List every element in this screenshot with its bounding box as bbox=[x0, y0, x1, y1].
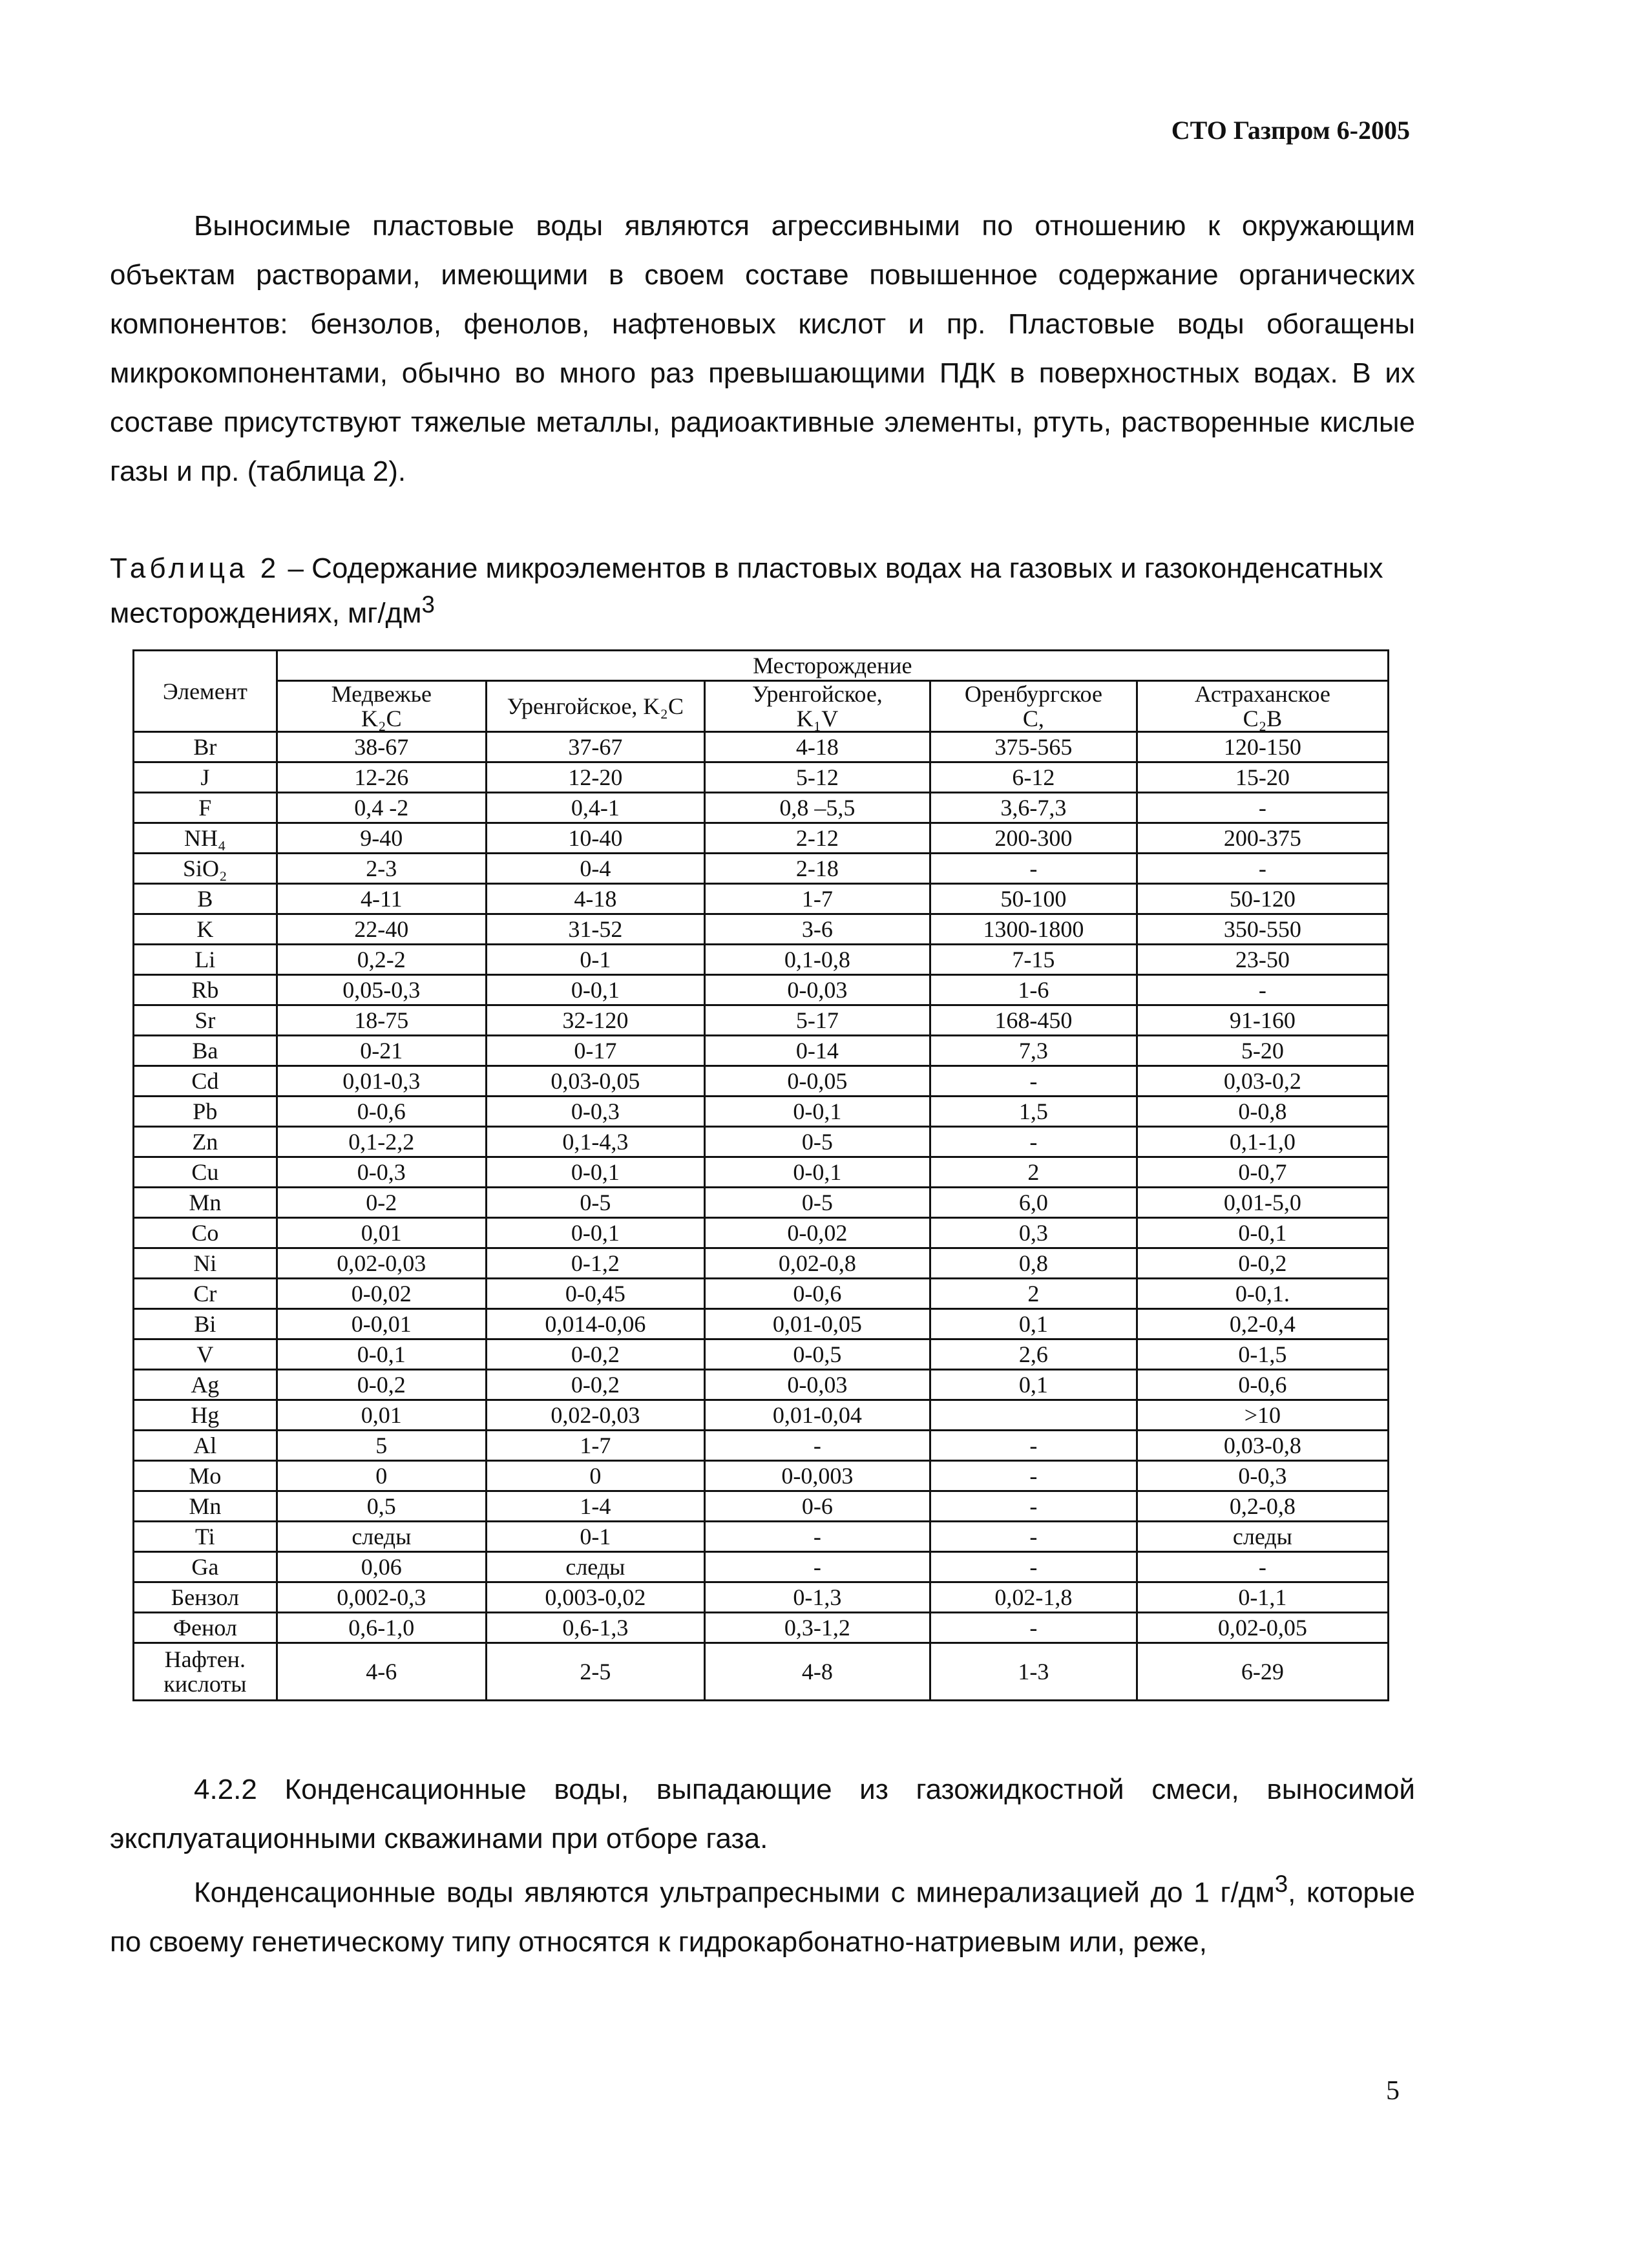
table-row bbox=[134, 1097, 1389, 1127]
value-cell: - bbox=[930, 1066, 1137, 1097]
table-row bbox=[134, 1218, 1389, 1248]
table-row bbox=[134, 1188, 1389, 1218]
table-row bbox=[134, 884, 1389, 914]
value-cell: 0 bbox=[277, 1461, 486, 1491]
value-cell: 0-0,1 bbox=[486, 1157, 704, 1188]
value-cell: 0,1-2,2 bbox=[277, 1127, 486, 1157]
element-cell: Фенол bbox=[134, 1613, 277, 1643]
value-cell: 4-8 bbox=[704, 1643, 930, 1701]
value-cell: 0,02-0,05 bbox=[1137, 1613, 1388, 1643]
value-cell: 0,6-1,0 bbox=[277, 1613, 486, 1643]
value-cell: 4-11 bbox=[277, 884, 486, 914]
value-cell: 0,3 bbox=[930, 1218, 1137, 1248]
value-cell: 350-550 bbox=[1137, 914, 1388, 945]
value-cell: 0,1-4,3 bbox=[486, 1127, 704, 1157]
value-cell: 0,02-0,8 bbox=[704, 1248, 930, 1279]
value-cell: 0,03-0,8 bbox=[1137, 1431, 1388, 1461]
value-cell: 38-67 bbox=[277, 732, 486, 762]
table-row bbox=[134, 732, 1389, 762]
value-cell: 0-0,3 bbox=[1137, 1461, 1388, 1491]
table-row bbox=[134, 1522, 1389, 1552]
value-cell: 0-0,02 bbox=[277, 1279, 486, 1309]
paragraph-condensation-waters bbox=[110, 1765, 1415, 1864]
value-cell: 0-0,01 bbox=[277, 1309, 486, 1339]
value-cell: 200-375 bbox=[1137, 823, 1388, 854]
element-column-header: Элемент bbox=[134, 651, 277, 732]
element-cell: Ba bbox=[134, 1036, 277, 1066]
value-cell: 91-160 bbox=[1137, 1005, 1388, 1036]
paragraph-2-text: 4.2.2 Конденсационные воды, выпадающие из газожидкостной смеси, выносимой эксплуатационными скважинами при отборе газа. bbox=[110, 1774, 1415, 1854]
value-cell: 7-15 bbox=[930, 945, 1137, 975]
value-cell bbox=[930, 1400, 1137, 1431]
value-cell: 4-18 bbox=[704, 732, 930, 762]
value-cell: - bbox=[930, 1522, 1137, 1552]
value-cell: 120-150 bbox=[1137, 732, 1388, 762]
value-cell: 5 bbox=[277, 1431, 486, 1461]
table-row bbox=[134, 1643, 1389, 1701]
value-cell: 0,01-0,3 bbox=[277, 1066, 486, 1097]
value-cell: 1-3 bbox=[930, 1643, 1137, 1701]
table-row bbox=[134, 793, 1389, 823]
table-caption-label: Таблица 2 bbox=[110, 552, 280, 584]
value-cell: 0-0,1. bbox=[1137, 1279, 1388, 1309]
element-cell: Sr bbox=[134, 1005, 277, 1036]
page-number: 5 bbox=[1386, 2076, 1400, 2106]
value-cell: 0,2-2 bbox=[277, 945, 486, 975]
value-cell: 22-40 bbox=[277, 914, 486, 945]
value-cell: 0-14 bbox=[704, 1036, 930, 1066]
element-cell: Hg bbox=[134, 1400, 277, 1431]
table-row bbox=[134, 823, 1389, 854]
value-cell: 18-75 bbox=[277, 1005, 486, 1036]
table-row bbox=[134, 762, 1389, 793]
value-cell: 2-5 bbox=[486, 1643, 704, 1701]
table-row bbox=[134, 1036, 1389, 1066]
table-row bbox=[134, 1431, 1389, 1461]
element-cell: Br bbox=[134, 732, 277, 762]
table-row bbox=[134, 1582, 1389, 1613]
deposit-column-header-line1: Оренбургское bbox=[964, 681, 1102, 707]
value-cell: 0,06 bbox=[277, 1552, 486, 1582]
value-cell: 0-0,6 bbox=[704, 1279, 930, 1309]
element-cell: NH₄ bbox=[134, 823, 277, 854]
value-cell: 0,1 bbox=[930, 1370, 1137, 1400]
value-cell: 0-0,1 bbox=[486, 1218, 704, 1248]
value-cell: следы bbox=[277, 1522, 486, 1552]
table-caption-text: – Содержание микроэлементов в пластовых водах на газовых и газоконденсатных месторождениях, мг/дм bbox=[110, 552, 1383, 629]
value-cell: 0,01 bbox=[277, 1400, 486, 1431]
table-row bbox=[134, 1279, 1389, 1309]
value-cell: - bbox=[1137, 1552, 1388, 1582]
deposit-column-header bbox=[930, 681, 1137, 732]
value-cell: - bbox=[930, 1613, 1137, 1643]
value-cell: 0-0,02 bbox=[704, 1218, 930, 1248]
value-cell: 32-120 bbox=[486, 1005, 704, 1036]
value-cell: 0-6 bbox=[704, 1491, 930, 1522]
value-cell: 0,03-0,2 bbox=[1137, 1066, 1388, 1097]
paragraph-condensation-mineralization bbox=[110, 1860, 1415, 1967]
value-cell: 15-20 bbox=[1137, 762, 1388, 793]
value-cell: 0-21 bbox=[277, 1036, 486, 1066]
paragraph-1-text: Выносимые пластовые воды являются агрессивными по отношению к окружающим объектам растворами, имеющими в своем составе повышенное содержание органических компонентов: бензолов, фенолов, нафтеновых кислот и пр. Пластовые воды обогащены микрокомпонентами, обычно во много раз превышающими ПДК в поверхностных водах. В их составе присутствуют тяжелые металлы, радиоактивные элементы, ртуть, растворенные кислые газы и пр. (таблица 2). bbox=[110, 210, 1415, 487]
element-cell: Zn bbox=[134, 1127, 277, 1157]
value-cell: 0-0,2 bbox=[486, 1339, 704, 1370]
value-cell: 0-5 bbox=[704, 1188, 930, 1218]
element-cell: Cd bbox=[134, 1066, 277, 1097]
value-cell: 6-29 bbox=[1137, 1643, 1388, 1701]
value-cell: 7,3 bbox=[930, 1036, 1137, 1066]
value-cell: 0,002-0,3 bbox=[277, 1582, 486, 1613]
value-cell: 0-5 bbox=[486, 1188, 704, 1218]
element-cell: Co bbox=[134, 1218, 277, 1248]
deposit-column-header-line2: K₂C bbox=[361, 706, 402, 731]
value-cell: - bbox=[1137, 854, 1388, 884]
value-cell: 0-0,1 bbox=[704, 1097, 930, 1127]
value-cell: - bbox=[930, 1491, 1137, 1522]
value-cell: 0-1 bbox=[486, 945, 704, 975]
element-cell: Cr bbox=[134, 1279, 277, 1309]
deposit-column-header-line1: Астраханское bbox=[1194, 681, 1330, 707]
deposit-column-header bbox=[1137, 681, 1388, 732]
value-cell: 4-18 bbox=[486, 884, 704, 914]
value-cell: 0-0,05 bbox=[704, 1066, 930, 1097]
value-cell: 0-0,1 bbox=[1137, 1218, 1388, 1248]
element-cell: Ag bbox=[134, 1370, 277, 1400]
value-cell: 0-5 bbox=[704, 1127, 930, 1157]
value-cell: 0,03-0,05 bbox=[486, 1066, 704, 1097]
value-cell: 0,02-0,03 bbox=[277, 1248, 486, 1279]
value-cell: 5-20 bbox=[1137, 1036, 1388, 1066]
value-cell: 0-0,2 bbox=[277, 1370, 486, 1400]
value-cell: 0,01-0,05 bbox=[704, 1309, 930, 1339]
value-cell: - bbox=[704, 1431, 930, 1461]
value-cell: 3,6-7,3 bbox=[930, 793, 1137, 823]
table-row bbox=[134, 1613, 1389, 1643]
element-cell: Бензол bbox=[134, 1582, 277, 1613]
value-cell: 0,8 bbox=[930, 1248, 1137, 1279]
element-cell: Ga bbox=[134, 1552, 277, 1582]
value-cell: 0,01 bbox=[277, 1218, 486, 1248]
value-cell: 1-4 bbox=[486, 1491, 704, 1522]
element-cell: Нафтен. кислоты bbox=[134, 1643, 277, 1701]
value-cell: 0-0,03 bbox=[704, 1370, 930, 1400]
value-cell: 0-0,1 bbox=[277, 1339, 486, 1370]
value-cell: 5-12 bbox=[704, 762, 930, 793]
value-cell: - bbox=[704, 1522, 930, 1552]
element-cell: Mn bbox=[134, 1188, 277, 1218]
value-cell: 0-2 bbox=[277, 1188, 486, 1218]
element-cell: Al bbox=[134, 1431, 277, 1461]
table-row bbox=[134, 1157, 1389, 1188]
value-cell: 9-40 bbox=[277, 823, 486, 854]
element-cell: Ti bbox=[134, 1522, 277, 1552]
value-cell: 0,014-0,06 bbox=[486, 1309, 704, 1339]
value-cell: 0-1,5 bbox=[1137, 1339, 1388, 1370]
value-cell: 50-120 bbox=[1137, 884, 1388, 914]
value-cell: 0-0,3 bbox=[486, 1097, 704, 1127]
deposit-group-header: Месторождение bbox=[277, 651, 1388, 681]
value-cell: 0-0,003 bbox=[704, 1461, 930, 1491]
value-cell: 200-300 bbox=[930, 823, 1137, 854]
microelements-table bbox=[132, 649, 1389, 1701]
table-row bbox=[134, 975, 1389, 1005]
table-row bbox=[134, 1248, 1389, 1279]
value-cell: 0-1,1 bbox=[1137, 1582, 1388, 1613]
element-cell: Cu bbox=[134, 1157, 277, 1188]
value-cell: 0,2-0,4 bbox=[1137, 1309, 1388, 1339]
value-cell: 0,4 -2 bbox=[277, 793, 486, 823]
value-cell: 0-0,1 bbox=[704, 1157, 930, 1188]
value-cell: 1,5 bbox=[930, 1097, 1137, 1127]
value-cell: 23-50 bbox=[1137, 945, 1388, 975]
value-cell: 2-3 bbox=[277, 854, 486, 884]
element-cell: B bbox=[134, 884, 277, 914]
value-cell: 0,1-0,8 bbox=[704, 945, 930, 975]
element-cell: Bi bbox=[134, 1309, 277, 1339]
value-cell: 0,02-1,8 bbox=[930, 1582, 1137, 1613]
table-caption bbox=[110, 551, 1428, 632]
value-cell: 5-17 bbox=[704, 1005, 930, 1036]
value-cell: 2 bbox=[930, 1157, 1137, 1188]
value-cell: 31-52 bbox=[486, 914, 704, 945]
element-cell: F bbox=[134, 793, 277, 823]
value-cell: 4-6 bbox=[277, 1643, 486, 1701]
table-row bbox=[134, 914, 1389, 945]
value-cell: 2,6 bbox=[930, 1339, 1137, 1370]
value-cell: 0,8 –5,5 bbox=[704, 793, 930, 823]
deposit-column-header-line2: K₁V bbox=[796, 706, 839, 731]
value-cell: 0,05-0,3 bbox=[277, 975, 486, 1005]
table-row bbox=[134, 1339, 1389, 1370]
table-row bbox=[134, 945, 1389, 975]
element-cell: Pb bbox=[134, 1097, 277, 1127]
value-cell: 2-18 bbox=[704, 854, 930, 884]
deposit-column-header bbox=[704, 681, 930, 732]
value-cell: 0,02-0,03 bbox=[486, 1400, 704, 1431]
element-cell: K bbox=[134, 914, 277, 945]
value-cell: 0,01-5,0 bbox=[1137, 1188, 1388, 1218]
table-row bbox=[134, 1127, 1389, 1157]
deposit-column-header bbox=[486, 681, 704, 732]
value-cell: 6,0 bbox=[930, 1188, 1137, 1218]
value-cell: 0-1,3 bbox=[704, 1582, 930, 1613]
value-cell: - bbox=[930, 1552, 1137, 1582]
table-row bbox=[134, 1491, 1389, 1522]
table-row bbox=[134, 1370, 1389, 1400]
element-cell: Mn bbox=[134, 1491, 277, 1522]
value-cell: 0-0,3 bbox=[277, 1157, 486, 1188]
table-row bbox=[134, 1066, 1389, 1097]
value-cell: 0,5 bbox=[277, 1491, 486, 1522]
value-cell: 0-0,6 bbox=[277, 1097, 486, 1127]
paragraph-3-sup: 3 bbox=[1274, 1871, 1288, 1897]
value-cell: 0-4 bbox=[486, 854, 704, 884]
paragraph-3-text-a: Конденсационные воды являются ультрапресными с минерализацией до 1 г/дм bbox=[194, 1876, 1275, 1909]
value-cell: 0-1 bbox=[486, 1522, 704, 1552]
element-cell: Mo bbox=[134, 1461, 277, 1491]
value-cell: 0-0,7 bbox=[1137, 1157, 1388, 1188]
value-cell: 375-565 bbox=[930, 732, 1137, 762]
document-header: СТО Газпром 6-2005 bbox=[1171, 116, 1410, 145]
value-cell: 0 bbox=[486, 1461, 704, 1491]
value-cell: >10 bbox=[1137, 1400, 1388, 1431]
table-row bbox=[134, 854, 1389, 884]
value-cell: 0-0,8 bbox=[1137, 1097, 1388, 1127]
value-cell: 1-7 bbox=[486, 1431, 704, 1461]
value-cell: - bbox=[704, 1552, 930, 1582]
value-cell: 0,6-1,3 bbox=[486, 1613, 704, 1643]
value-cell: 168-450 bbox=[930, 1005, 1137, 1036]
element-cell: J bbox=[134, 762, 277, 793]
value-cell: 10-40 bbox=[486, 823, 704, 854]
paragraph-formation-waters bbox=[110, 202, 1415, 496]
table-row bbox=[134, 1552, 1389, 1582]
value-cell: 12-26 bbox=[277, 762, 486, 793]
value-cell: 0,01-0,04 bbox=[704, 1400, 930, 1431]
value-cell: 1-6 bbox=[930, 975, 1137, 1005]
value-cell: - bbox=[930, 1127, 1137, 1157]
deposit-column-header-line1: Уренгойское, K₂C bbox=[507, 693, 684, 719]
value-cell: 3-6 bbox=[704, 914, 930, 945]
element-cell: Rb bbox=[134, 975, 277, 1005]
element-cell: Li bbox=[134, 945, 277, 975]
element-cell: V bbox=[134, 1339, 277, 1370]
value-cell: 0-1,2 bbox=[486, 1248, 704, 1279]
value-cell: 0-0,1 bbox=[486, 975, 704, 1005]
table-caption-sup: 3 bbox=[421, 591, 435, 618]
value-cell: 0,1-1,0 bbox=[1137, 1127, 1388, 1157]
value-cell: 37-67 bbox=[486, 732, 704, 762]
value-cell: 0-0,2 bbox=[486, 1370, 704, 1400]
value-cell: 0,4-1 bbox=[486, 793, 704, 823]
deposit-column-header-line2: C₂B bbox=[1243, 706, 1283, 731]
value-cell: 1300-1800 bbox=[930, 914, 1137, 945]
element-cell: Ni bbox=[134, 1248, 277, 1279]
table-row bbox=[134, 1005, 1389, 1036]
value-cell: 2-12 bbox=[704, 823, 930, 854]
value-cell: 1-7 bbox=[704, 884, 930, 914]
value-cell: 0-0,45 bbox=[486, 1279, 704, 1309]
deposit-column-header bbox=[277, 681, 486, 732]
value-cell: - bbox=[930, 1431, 1137, 1461]
value-cell: 0,1 bbox=[930, 1309, 1137, 1339]
value-cell: 0,003-0,02 bbox=[486, 1582, 704, 1613]
value-cell: следы bbox=[486, 1552, 704, 1582]
value-cell: 0-0,2 bbox=[1137, 1248, 1388, 1279]
value-cell: 12-20 bbox=[486, 762, 704, 793]
value-cell: 50-100 bbox=[930, 884, 1137, 914]
deposit-column-header-line1: Уренгойское, bbox=[752, 681, 883, 707]
value-cell: - bbox=[1137, 793, 1388, 823]
value-cell: 0-17 bbox=[486, 1036, 704, 1066]
value-cell: 0-0,03 bbox=[704, 975, 930, 1005]
value-cell: - bbox=[930, 1461, 1137, 1491]
deposit-column-header-line2: C, bbox=[1022, 706, 1044, 731]
value-cell: 0-0,5 bbox=[704, 1339, 930, 1370]
value-cell: - bbox=[930, 854, 1137, 884]
element-cell: SiO₂ bbox=[134, 854, 277, 884]
value-cell: - bbox=[1137, 975, 1388, 1005]
table-row bbox=[134, 1309, 1389, 1339]
value-cell: 2 bbox=[930, 1279, 1137, 1309]
table-row bbox=[134, 1400, 1389, 1431]
paragraph-3-text-b: , которые по своему генетическому типу относятся к гидрокарбонатно-натриевым или, реже, bbox=[110, 1876, 1415, 1958]
value-cell: 0,2-0,8 bbox=[1137, 1491, 1388, 1522]
value-cell: следы bbox=[1137, 1522, 1388, 1552]
value-cell: 6-12 bbox=[930, 762, 1137, 793]
deposit-column-header-line1: Медвежье bbox=[331, 681, 432, 707]
value-cell: 0-0,6 bbox=[1137, 1370, 1388, 1400]
value-cell: 0,3-1,2 bbox=[704, 1613, 930, 1643]
table-row bbox=[134, 1461, 1389, 1491]
